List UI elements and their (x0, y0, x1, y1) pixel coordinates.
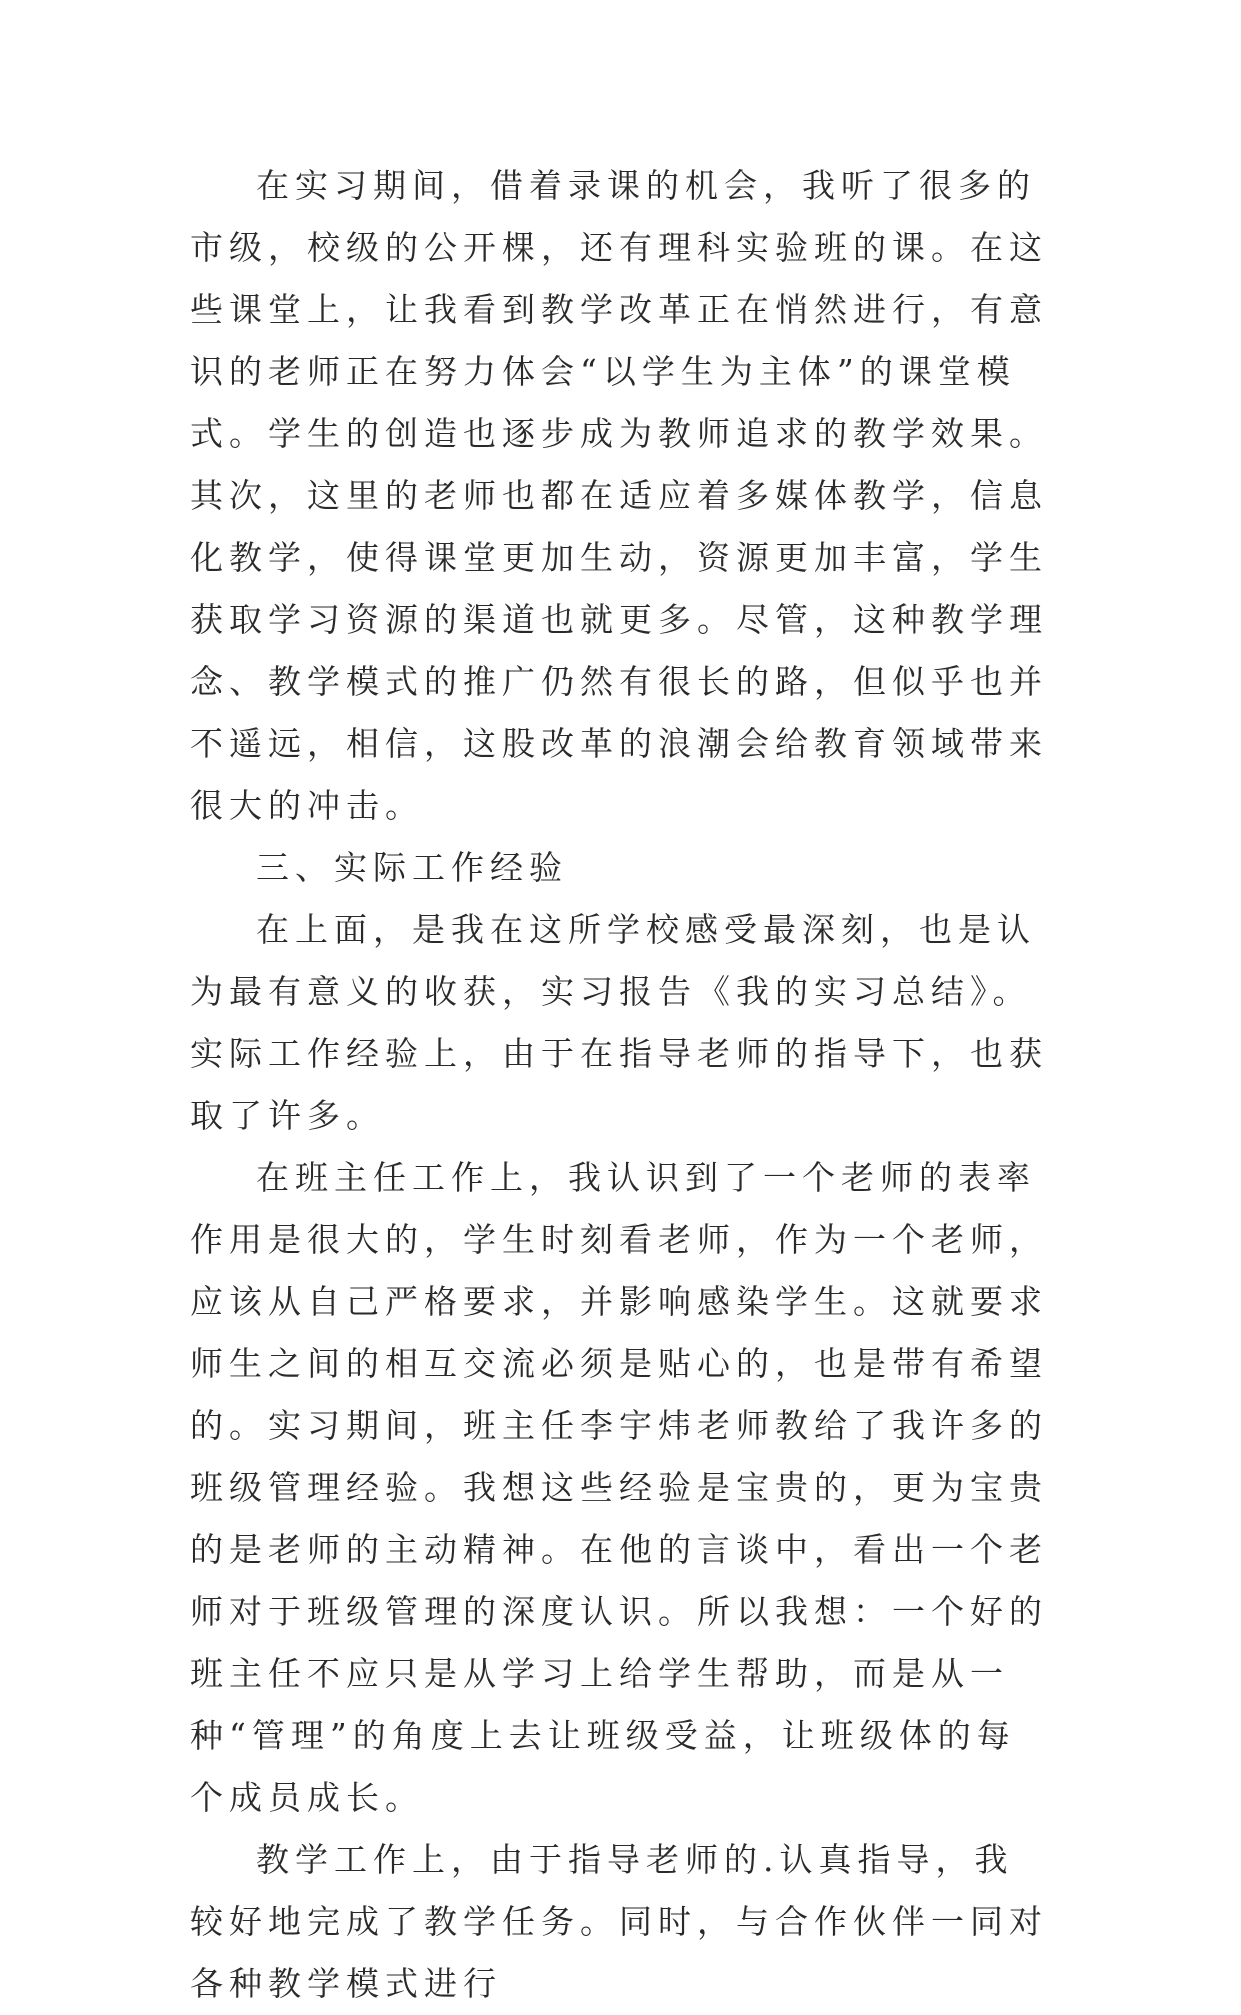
paragraph-class-teacher: 在班主任工作上，我认识到了一个老师的表率作用是很大的，学生时刻看老师，作为一个老师，应该从自己严格要求，并影响感染学生。这就要求师生之间的相互交流必须是贴心的，也是带有希望的。实习期间，班主任李宇炜老师教给了我许多的班级管理经验。我想这些经验是宝贵的，更为宝贵的是老师的主动精神。在他的言谈中，看出一个老师对于班级管理的深度认识。所以我想：一个好的班主任不应只是从学习上给学生帮助，而是从一种“管理”的角度上去让班级受益，让班级体的每个成员成长。 (190, 1158, 1048, 1817)
document-body (190, 155, 1052, 2015)
paragraph-observation: 在实习期间，借着录课的机会，我听了很多的市级，校级的公开棵，还有理科实验班的课。在这些课堂上，让我看到教学改革正在悄然进行，有意识的老师正在努力体会“以学生为主体”的课堂模式。学生的创造也逐步成为教师追求的教学效果。其次，这里的老师也都在适应着多媒体教学，信息化教学，使得课堂更加生动，资源更加丰富，学生获取学习资源的渠道也就更多。尽管，这种教学理念、教学模式的推广仍然有很长的路，但似乎也并不遥远，相信，这股改革的浪潮会给教育领域带来很大的冲击。 (190, 166, 1048, 825)
paragraph-summary: 在上面，是我在这所学校感受最深刻，也是认为最有意义的收获，实习报告《我的实习总结》。实际工作经验上，由于在指导老师的指导下，也获取了许多。 (190, 910, 1048, 1135)
paragraph-teaching: 教学工作上，由于指导老师的.认真指导，我较好地完成了教学任务。同时，与合作伙伴一同对各种教学模式进行 (190, 1840, 1048, 2003)
section-heading: 三、实际工作经验 (256, 848, 568, 887)
